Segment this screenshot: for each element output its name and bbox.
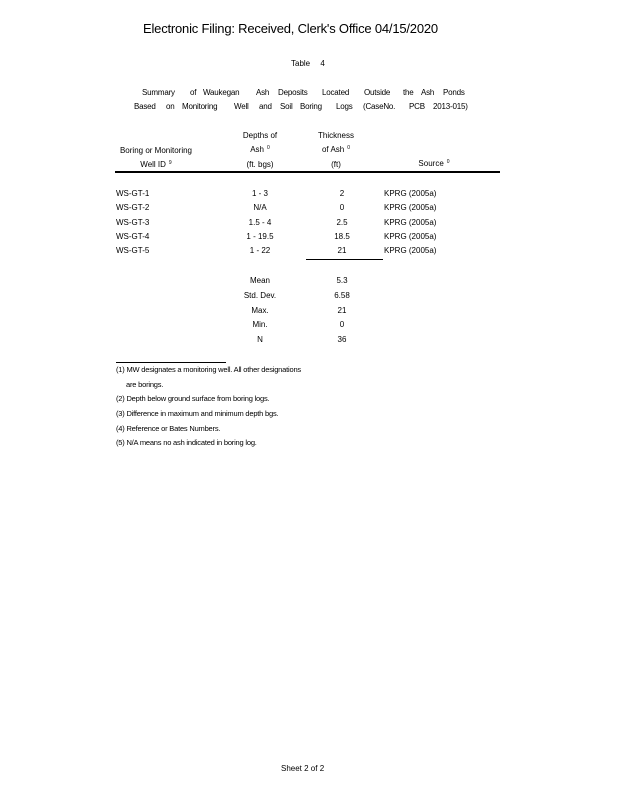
cell-thickness: 2.5	[336, 218, 348, 227]
summary-value: 6.58	[334, 291, 350, 300]
cell-well-id: WS-GT-2	[116, 203, 150, 212]
caption-word: on	[166, 102, 175, 111]
footnote: (4) Reference or Bates Numbers.	[116, 424, 221, 433]
summary-value: 36	[337, 335, 347, 344]
table-title: Table 4	[291, 59, 325, 68]
filing-header: Electronic Filing: Received, Clerk's Office 04/15/2020	[143, 21, 438, 36]
caption-word: Summary	[142, 88, 175, 97]
column-header-line: Thickness	[317, 131, 354, 140]
summary-row	[0, 304, 618, 318]
summary-rule	[306, 259, 383, 260]
summary-row	[0, 274, 618, 288]
cell-depth: 1.5 - 4	[248, 218, 272, 227]
caption-word: of	[190, 88, 197, 97]
cell-depth: 1 - 3	[251, 189, 268, 198]
summary-label: Max.	[251, 306, 269, 315]
caption-word: 2013-015)	[433, 102, 468, 111]
summary-value: 5.3	[336, 276, 348, 285]
table-row	[0, 244, 618, 258]
cell-source: KPRG (2005a)	[384, 232, 437, 241]
cell-source: KPRG (2005a)	[384, 203, 437, 212]
footnote-marker: 0	[446, 159, 450, 165]
column-header-line: of Ash	[321, 145, 345, 154]
footnote: are borings.	[126, 380, 164, 389]
cell-well-id: WS-GT-5	[116, 246, 150, 255]
footnote: (5) N/A means no ash indicated in boring log.	[116, 438, 257, 447]
column-header-source	[404, 157, 464, 172]
caption-word: (CaseNo.	[363, 102, 396, 111]
cell-thickness: 2	[339, 189, 345, 198]
footnote-rule	[116, 362, 226, 363]
summary-value: 0	[339, 320, 345, 329]
column-header-line: Well ID	[140, 160, 166, 169]
caption-word: Well	[234, 102, 249, 111]
caption-word: Based	[134, 102, 156, 111]
caption-word: Boring	[300, 102, 322, 111]
caption-word: Ponds	[443, 88, 465, 97]
footnote: (2) Depth below ground surface from boring logs.	[116, 394, 270, 403]
cell-thickness: 21	[337, 246, 347, 255]
summary-row	[0, 318, 618, 332]
table-row	[0, 187, 618, 201]
caption-word: Waukegan	[203, 88, 240, 97]
table-row	[0, 230, 618, 244]
cell-well-id: WS-GT-1	[116, 189, 150, 198]
summary-label: Std. Dev.	[243, 291, 277, 300]
caption-word: Soil	[280, 102, 293, 111]
column-header-line: Depths of	[242, 131, 278, 140]
cell-well-id: WS-GT-3	[116, 218, 150, 227]
summary-row	[0, 333, 618, 347]
column-header-unit: (ft)	[331, 160, 341, 169]
caption-word: and	[259, 102, 272, 111]
cell-source: KPRG (2005a)	[384, 189, 437, 198]
cell-source: KPRG (2005a)	[384, 246, 437, 255]
cell-thickness: 0	[339, 203, 345, 212]
column-header-unit: (ft. bgs)	[246, 160, 274, 169]
table-row	[0, 216, 618, 230]
caption-word: Monitoring	[182, 102, 218, 111]
summary-label: N	[257, 335, 263, 344]
summary-row	[0, 289, 618, 303]
caption-word: Located	[322, 88, 350, 97]
caption-word: Logs	[336, 102, 353, 111]
caption-word: Deposits	[278, 88, 308, 97]
summary-label: Mean	[249, 276, 270, 285]
table-row	[0, 201, 618, 215]
caption-word: the	[403, 88, 414, 97]
footnote-marker: 0	[267, 145, 270, 151]
column-header-line: Source	[418, 159, 444, 168]
summary-value: 21	[337, 306, 347, 315]
cell-well-id: WS-GT-4	[116, 232, 150, 241]
caption-word: Ash	[256, 88, 270, 97]
footnote-marker: 0	[347, 145, 351, 151]
column-header-line: Boring or Monitoring	[119, 146, 193, 155]
caption-word: PCB	[409, 102, 425, 111]
cell-source: KPRG (2005a)	[384, 218, 437, 227]
summary-label: Min.	[252, 320, 268, 329]
cell-depth: 1 - 19.5	[246, 232, 274, 241]
column-header-well-id	[108, 144, 204, 173]
page-footer: Sheet 2 of 2	[281, 764, 325, 773]
footnote-marker: 9	[168, 160, 172, 166]
caption-word: Outside	[364, 88, 391, 97]
caption-word: Ash	[421, 88, 435, 97]
cell-depth: 1 - 22	[249, 246, 271, 255]
column-header-depth	[230, 129, 290, 172]
footnote: (3) Difference in maximum and minimum depth bgs.	[116, 409, 279, 418]
column-header-thickness	[306, 129, 366, 172]
footnote: (1) MW designates a monitoring well. All other designations	[116, 365, 301, 374]
cell-thickness: 18.5	[334, 232, 350, 241]
cell-depth: N/A	[253, 203, 267, 212]
column-header-line: Ash	[250, 145, 264, 154]
header-rule	[115, 171, 500, 173]
